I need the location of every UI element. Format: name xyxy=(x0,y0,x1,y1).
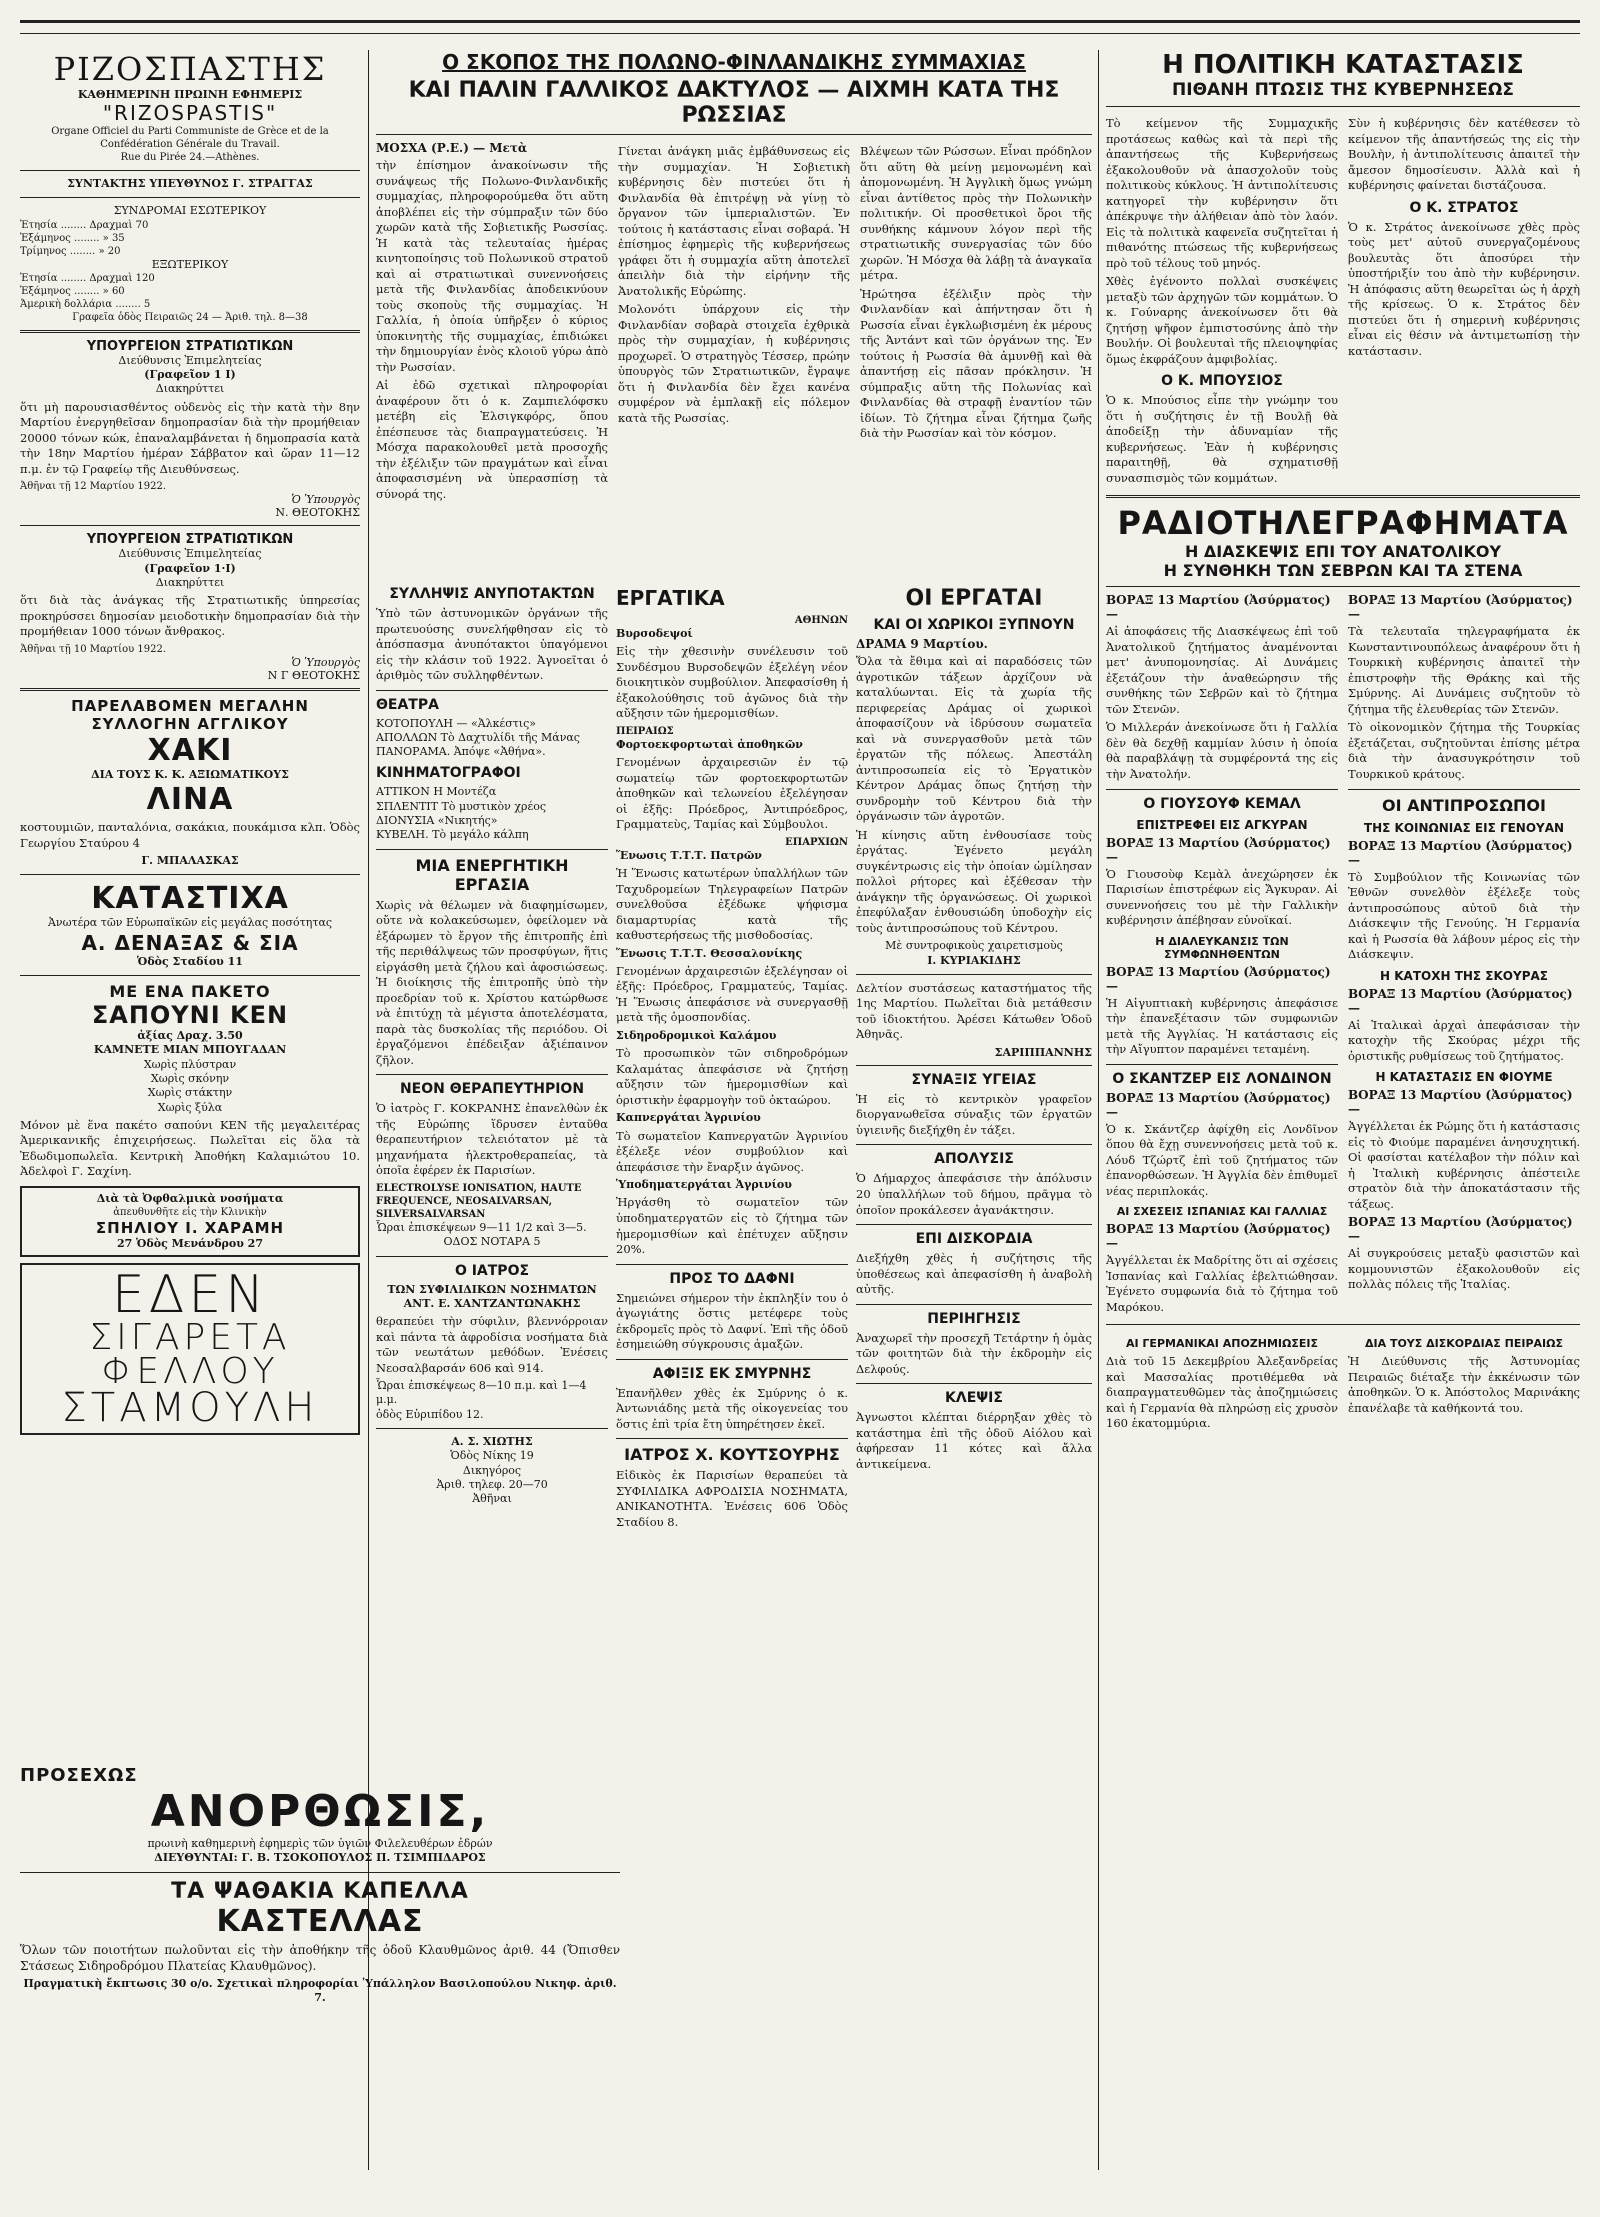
kemal-h2: Η ΔΙΑΛΕΥΚΑΝΣΙΣ ΤΩΝ ΣΥΜΦΩΝΗΘΕΝΤΩΝ xyxy=(1155,934,1289,961)
hiotis-addr: Ὁδὸς Νίκης 19 xyxy=(450,1449,534,1463)
soap-text: Μόνον μὲ ἕνα πακέτο σαπούνι ΚΕΝ τῆς μεγαλειτέρας Ἀμερικανικῆς ἐπιχειρήσεως. Πωλεῖται εἰς ὅλα τὰ Ἐδωδιμοπωλεῖα. Κεντρικὴ Ἀποθήκη Καλαμιώτου 10. Ἀδελφοὶ Γ. Σαχίνη. xyxy=(20,1117,360,1179)
skanter-h2: ΑΙ ΣΧΕΣΕΙΣ ΙΣΠΑΝΙΑΣ ΚΑΙ ΓΑΛΛΙΑΣ xyxy=(1116,1205,1328,1219)
article-col xyxy=(618,141,850,505)
smyrni-title: ΑΦΙΞΙΣ ΕΚ ΣΜΥΡΝΗΣ xyxy=(652,1365,812,1382)
theatre-item: ΚΟΤΟΠΟΥΛΗ — «Ἀλκέστις» xyxy=(376,716,537,730)
column-rule xyxy=(1098,50,1099,2170)
katastixa-addr: Ὁδὸς Σταδίου 11 xyxy=(137,954,243,968)
notice-date: Ἀθῆναι τῇ 12 Μαρτίου 1922. xyxy=(20,481,167,493)
ergatika-place: ΑΘΗΝΩΝ xyxy=(794,615,848,626)
ergatai-sign-title: Μὲ συντροφικοὺς χαιρετισμοὺς xyxy=(885,939,1063,953)
energetiki-title: ΜΙΑ ΕΝΕΡΓΗΤΙΚΗ ΕΡΓΑΣΙΑ xyxy=(415,855,569,894)
subs-line: Τρίμηνος ........ » 20 xyxy=(20,245,121,257)
politiki-sub: ΠΙΘΑΝΗ ΠΤΩΣΙΣ ΤΗΣ ΚΥΒΕΡΝΗΣΕΩΣ xyxy=(1172,80,1514,100)
subs-line: Ἑξάμηνος ........ » 60 xyxy=(20,285,125,297)
center-col-c xyxy=(856,580,1092,2177)
eden-line: ΦΕΛΛΟΥ xyxy=(101,1351,279,1393)
center-col-a xyxy=(376,580,608,1760)
radio-text: Τὸ οἰκονομικὸν ζήτημα τῆς Τουρκίας ἐξετάζεται, συζητοῦνται ἐπίσης μέτρα διὰ τὴν ἀνασυγκρότησιν τοῦ Τουρκικοῦ κράτους. xyxy=(1348,720,1580,781)
therapeftirion-methods: ELECTROLYSE IONISATION, HAUTE FREQUENCE, NEOSALVARSAN, SILVERSALVARSAN xyxy=(376,1182,582,1220)
article-text: Αἱ ἐδῶ σχετικαὶ πληροφορίαι ἀναφέρουν ὅτι ὁ κ. Ζαμπιελόφσκυ μετέβη εἰς Ἑλσιγκφόρς, ὅπου ἐπέσπευσε τὰς διαπραγματεύσεις. Ἡ Μόσχα παρακολουθεῖ μετὰ προσοχῆς τὴν ἐξέλιξιν τῶν πραγμάτων καὶ εἶναι ἀποφασισμένη νὰ ὑπερασπίσῃ τὰ σύνορά της. xyxy=(376,378,608,501)
radio-dateline: ΒΟΡΑΞ 13 Μαρτίου (Ἀσύρματος) — xyxy=(1106,593,1331,622)
soap-price: ἀξίας Δραχ. 3.50 xyxy=(137,1029,243,1043)
ergatika-place: ΕΠΑΡΧΙΩΝ xyxy=(785,836,848,848)
article-col xyxy=(860,141,1092,505)
lina-big: ΛΙΝΑ xyxy=(146,782,234,818)
radio-sub2: Η ΣΥΝΘΗΚΗ ΤΩΝ ΣΕΒΡΩΝ ΚΑΙ ΤΑ ΣΤΕΝΑ xyxy=(1163,561,1523,581)
kemal-sub: ΕΠΙΣΤΡΕΦΕΙ ΕΙΣ ΑΓΚΥΡΑΝ xyxy=(1136,817,1308,832)
skanter-dateline-2: ΒΟΡΑΞ 13 Μαρτίου (Ἀσύρματος) — xyxy=(1106,1222,1331,1251)
center-col-b xyxy=(616,580,848,2177)
masthead-name: ΡΙΖΟΣΠΑΣΤΗΣ xyxy=(53,50,327,88)
politiki-text: Χθὲς ἐγένοντο πολλαὶ συσκέψεις μεταξὺ τῶν ἀρχηγῶν τῶν κομμάτων. Ὁ κ. Γούναρης ἀνεκοίνωσεν ὅτι θὰ ζητήσῃ ψῆφον ἐμπιστοσύνης ἀπὸ τὴν Βουλήν. Οἱ βουλευταὶ τῆς πλειοψηφίας ὅμως ἐκφράζουν ἀμφιβολίας. xyxy=(1106,274,1338,366)
katastixa-ad xyxy=(20,881,360,969)
soap-line: Χωρὶς πλύστραν xyxy=(143,1057,237,1071)
article-text: Μολονότι ὑπάρχουν εἰς τὴν Φινλανδίαν σοβαρὰ στοιχεῖα ἐχθρικὰ πρὸς τὴν συμμαχίαν, ἡ κυβέρνησις προχωρεῖ. Ὁ στρατηγὸς Τέσσερ, πρώην ὑπουργὸς τῶν Στρατιωτικῶν, ἔγραψε ὅτι ἡ Φινλανδία δὲν ἔχει κανένα συμφέρον νὰ ἐμπλακῇ εἰς πόλεμον κατὰ τῆς Ρωσσίας. xyxy=(618,302,850,425)
radio-text: Αἱ ἀποφάσεις τῆς Διασκέψεως ἐπὶ τοῦ Ἀνατολικοῦ ζητήματος ἀναμένονται μετ' ἀνυπομονησίας. Αἱ Δυνάμεις ἐξετάζουν τὴν ἀναθεώρησιν τῆς συνθήκης τῶν Σεβρῶν καὶ τὸ ζήτημα τῶν Στενῶν. xyxy=(1106,624,1338,716)
cinema-item: ΚΥΒΕΛΗ. Τὸ μεγάλο κάλπη xyxy=(376,828,529,842)
subs-line: Ἀμερικὴ δολλάρια ........ 5 xyxy=(20,298,151,310)
clinic-top: Διὰ τὰ Ὀφθαλμικὰ νοσήματα xyxy=(96,1191,284,1205)
clinic-addr: 27 Ὁδὸς Μενάνδρου 27 xyxy=(117,1237,263,1251)
antiprosopoi-text: Τὸ Συμβούλιον τῆς Κοινωνίας τῶν Ἐθνῶν συνελθὸν ἐξέλεξε τοὺς ἀντιπροσώπους αὐτοῦ διὰ τὴν Διάσκεψιν τῆς Γενούης. Ἡ Γερμανία καὶ ἡ Ρωσσία θὰ λάβουν μέρος εἰς τὴν Διάσκεψιν. xyxy=(1348,869,1580,962)
hats-text: Ὅλων τῶν ποιοτήτων πωλοῦνται εἰς τὴν ἀποθήκην τῆς ὁδοῦ Κλαυθμῶνος ἀριθ. 44 (Ὄπισθεν Στάσεως Σιδηροδρόμου Πλατείας Κλαυθμῶνος). xyxy=(20,1942,620,1973)
mpousios-text: Ὁ κ. Μπούσιος εἶπε τὴν γνώμην του ὅτι ἡ συζήτησις ἐν τῇ Βουλῇ θὰ ἀποδείξῃ τὴν ἀδυναμίαν τῆς κυβερνήσεως. Ἐὰν ἡ κυβέρνησις παραιτηθῇ, θὰ σχηματισθῇ συνασπισμὸς τῶν κομμάτων. xyxy=(1106,393,1338,485)
fiume-dateline: ΒΟΡΑΞ 13 Μαρτίου (Ἀσύρματος) — xyxy=(1348,1088,1573,1117)
dafni-text: Σημειώνει σήμερον τὴν ἐκπληξίν του ὁ ἀγωγιάτης ὅστις μετέφερε τοὺς ἐκδρομεῖς πρὸς τὸ Δαφνί. Ἐπὶ τῆς ὁδοῦ ἐσημειώθη σύγκρουσις ἁμαξῶν. xyxy=(616,1290,848,1352)
fiume-text-2: Αἱ συγκρούσεις μεταξὺ φασιστῶν καὶ κομμουνιστῶν ἐξακολουθοῦν εἰς πολλὰς πόλεις τῆς Ἰταλίας. xyxy=(1348,1246,1580,1292)
notice-office: (Γραφεῖον 1 Ι) xyxy=(144,368,236,382)
small-notice-title: ΚΛΕΨΙΣ xyxy=(945,1390,1003,1407)
cinema-item: ΣΠΛΕΝΤΙΤ Τὸ μυστικὸν χρέος xyxy=(376,799,546,813)
center-article xyxy=(376,141,1092,505)
ergatika-section-title: Σιδηροδρομικοὶ Καλάμου xyxy=(616,1028,777,1042)
koutsouris-title: ΙΑΤΡΟΣ Χ. ΚΟΥΤΣΟΥΡΗΣ xyxy=(624,1445,840,1465)
therapeftirion-hours: Ὧραι ἐπισκέψεων 9—11 1/2 καὶ 3—5. xyxy=(376,1220,587,1234)
ergatai-text: Ἡ κίνησις αὕτη ἐνθουσίασε τοὺς ἐργάτας. Ἐγένετο μεγάλη συγκέντρωσις εἰς τὴν ὁποίαν ὡμίλησαν πολλοὶ ρήτορες καὶ ἐξέθεσαν τὴν ἀνάγκην τῆς ὀργανώσεως. Οἱ χωρικοὶ ἐπεφύλαξαν ἐνθουσιώδη ὑποδοχὴν εἰς τοὺς ἀντιπροσώπους τοῦ Κέντρου. xyxy=(856,827,1092,935)
ergatika-section-title: Βυρσοδεψοί xyxy=(616,627,693,640)
radio-col xyxy=(1106,593,1338,1318)
skanter-text-2: Ἀγγέλλεται ἐκ Μαδρίτης ὅτι αἱ σχέσεις Ἰσπανίας καὶ Γαλλίας ἐβελτιώθησαν. Ἐγένετο συμφωνία διὰ τὸ ζήτημα τοῦ Μαρόκου. xyxy=(1106,1253,1338,1314)
ergatika-section-text: Εἰς τὴν χθεσινὴν συνέλευσιν τοῦ Συνδέσμου Βυρσοδεψῶν ἐξελέγη νέον διοικητικὸν συμβούλιον. Ἀπεφασίσθη ἡ ἐξακολούθησις τοῦ ἀγῶνος διὰ τὴν αὔξησιν τῶν ἡμερομισθίων. xyxy=(616,644,848,721)
small-notice-text: Ἀγνωστοι κλέπται διέρρηξαν χθὲς τὸ κατάστημα ἐπὶ τῆς ὁδοῦ Αἰόλου καὶ ἀφήρεσαν 11 κότες καὶ ἄλλα ἀντικείμενα. xyxy=(856,1410,1092,1471)
masthead-organ: Organe Officiel du Parti Communiste de Grèce et de la Confédération Générale du Travail. xyxy=(51,126,329,150)
small-notice-title: ΣΥΝΑΞΙΣ ΥΓΕΙΑΣ xyxy=(911,1071,1037,1088)
soap-line: Χωρὶς σκόνην xyxy=(150,1071,230,1085)
prosexos: ΠΡΟΣΕΧΩΣ xyxy=(20,1765,138,1786)
small-notice-text: Διεξήχθη χθὲς ἡ συζήτησις τῆς ὑποθέσεως καὶ ἀπεφασίσθη ἡ ἀναβολὴ αὐτῆς. xyxy=(856,1251,1092,1297)
clinic-ad xyxy=(20,1186,360,1258)
bottom-notice-text: Ἡ Διεύθυνσις τῆς Ἀστυνομίας Πειραιῶς διέταξε τὴν ἐκκένωσιν τῶν ἀποθηκῶν. Ὁ κ. Ἀπόστολος Μαρινάκης ἐπανέλαβε τὰ καθήκοντά του. xyxy=(1348,1354,1580,1415)
ergatika-section-title: Ἕνωσις Τ.Τ.Τ. Θεσσαλονίκης xyxy=(616,946,803,960)
ergatika-place: ΠΕΙΡΑΙΩΣ xyxy=(616,725,674,737)
signature: ΣΑΡΙΠΠΑΝΝΗΣ xyxy=(994,1045,1092,1059)
kemal-text-2: Ἡ Αἰγυπτιακὴ κυβέρνησις ἀπεφάσισε τὴν ἐπανεξέτασιν τῶν συμφωνιῶν μετὰ τῆς Ἀγγλίας. Ἡ κατάστασις εἰς τὴν Αἴγυπτον παραμένει τεταμένη. xyxy=(1106,995,1338,1057)
politiki-col xyxy=(1348,113,1580,489)
small-notice-title: ΕΠΙ ΔΙΣΚΟΡΔΙΑ xyxy=(915,1231,1033,1248)
editor-line: ΣΥΝΤΑΚΤΗΣ ΥΠΕΥΘΥΝΟΣ Γ. ΣΤΡΑΓΓΑΣ xyxy=(67,177,313,190)
cinema-title: ΚΙΝΗΜΑΤΟΓΡΑΦΟΙ xyxy=(376,765,521,782)
bottom-notice xyxy=(1106,1331,1338,1435)
ergatika-section-title: Ἕνωσις Τ.Τ.Τ. Πατρῶν xyxy=(616,848,762,862)
soap-line: Χωρὶς ξύλα xyxy=(157,1100,223,1114)
ergatika-section-title: Φορτοεκφορτωταὶ ἀποθηκῶν xyxy=(616,737,803,751)
subs-title: ΣΥΝΔΡΟΜΑΙ ΕΣΩΤΕΡΙΚΟΥ xyxy=(113,204,267,218)
politiki-text: Σὺν ἡ κυβέρνησις δὲν κατέθεσεν τὸ κείμενον τῆς ἀπαντήσεώς της εἰς τὴν Βουλὴν, ἡ ἀντιπολίτευσις ἀπαιτεῖ τὴν ἄμεσον δημοσίευσιν. Ἀλλὰ καὶ ἡ κυβέρνησις φαίνεται διστάζουσα. xyxy=(1348,116,1580,193)
syllipsis-title: ΣΥΛΛΗΨΙΣ ΑΝΥΠΟΤΑΚΤΩΝ xyxy=(389,586,595,602)
notice-sign-title: Ὁ Ὑπουργὸς xyxy=(291,655,360,669)
bottom-notice xyxy=(1348,1331,1580,1435)
subs-line: Ἑξάμηνος ........ » 35 xyxy=(20,232,125,244)
subs-line: Ἐτησία ........ Δραχμαὶ 120 xyxy=(20,272,155,284)
ergatai-sub: ΚΑΙ ΟΙ ΧΩΡΙΚΟΙ ΞΥΠΝΟΥΝ xyxy=(873,617,1075,633)
katastixa-name: Α. ΔΕΝΑΞΑΣ & ΣΙΑ xyxy=(81,930,299,955)
hiotis-city: Ἀθῆναι xyxy=(472,1492,512,1506)
iatros-name: ΑΝΤ. Ε. ΧΑΝΤΖΑΝΤΩΝΑΚΗΣ xyxy=(403,1296,581,1310)
fiume-title: Η ΚΑΤΑΣΤΑΣΙΣ ΕΝ ΦΙΟΥΜΕ xyxy=(1375,1070,1553,1085)
politiki-col xyxy=(1106,113,1338,489)
masthead-latin: "RIZOSPASTIS" xyxy=(102,101,278,125)
small-notice-title: ΑΠΟΛΥΣΙΣ xyxy=(934,1151,1014,1168)
iatros-title: Ο ΙΑΤΡΟΣ xyxy=(454,1262,530,1279)
ergatika-title: ΕΡΓΑΤΙΚΑ xyxy=(616,586,725,610)
ergatai-text: Ὅλα τὰ ἔθιμα καὶ αἱ παραδόσεις τῶν ἀγροτικῶν τάξεων ἀρχίζουν νὰ καταλύωνται. Εἰς τὰ χωρία τῆς περιφερείας Δράμας οἱ χωρικοὶ ἀποφασίζουν νὰ ἱδρύσουν σωματεῖα καὶ νὰ συνεργασθοῦν μετὰ τῶν ἐργατῶν τῆς πόλεως. Ἀπεστάλη ἀντιπροσωπεία εἰς τὸ Ἐργατικὸν Κέντρον Δράμας ὅπως ζητήσῃ τὴν συνδρομὴν τοῦ Κέντρου διὰ τὴν ὀργάνωσιν τῶν ἀγροτῶν. xyxy=(856,654,1092,824)
masthead-subtitle: ΚΑΘΗΜΕΡΙΝΗ ΠΡΩΙΝΗ ΕΦΗΜΕΡΙΣ xyxy=(77,88,303,101)
notice-sign: Ν. ΘΕΟΤΟΚΗΣ xyxy=(275,506,360,520)
soap-line: Χωρὶς στάκτην xyxy=(147,1086,233,1100)
masthead-address: Rue du Pirée 24.—Athènes. xyxy=(120,152,260,163)
notice-title: ΥΠΟΥΡΓΕΙΟΝ ΣΤΡΑΤΙΩΤΙΚΩΝ xyxy=(86,338,294,354)
theatres-title: ΘΕΑΤΡΑ xyxy=(376,696,439,713)
kemal-dateline: ΒΟΡΑΞ 13 Μαρτίου (Ἀσύρματος) — xyxy=(1106,835,1331,864)
ergatai-title: ΟΙ ΕΡΓΑΤΑΙ xyxy=(905,586,1043,611)
clinic-sub: ἀπευθυνθῆτε εἰς τὴν Κλινικὴν xyxy=(113,1207,267,1219)
bottom-notice-title: ΑΙ ΓΕΡΜΑΝΙΚΑΙ ΑΠΟΖΗΜΙΩΣΕΙΣ xyxy=(1125,1337,1319,1351)
bottom-notice-title: ΔΙΑ ΤΟΥΣ ΔΙΣΚΟΡΔΙΑΣ ΠΕΙΡΑΙΩΣ xyxy=(1365,1337,1563,1351)
notice-sub: Διεύθυνσις Ἐπιμελητείας xyxy=(118,353,262,367)
subs-line: Ἐτησία ........ Δραχμαὶ 70 xyxy=(20,219,149,231)
notice-office: (Γραφεῖον 1·Ι) xyxy=(144,561,236,575)
skanter-dateline: ΒΟΡΑΞ 13 Μαρτίου (Ἀσύρματος) — xyxy=(1106,1090,1331,1119)
ergatika-section-text: Ἠργάσθη τὸ σωματεῖον τῶν ὑποδηματεργατῶν εἰς τὸ ζήτημα τῶν ἡμερομισθίων καὶ ἐπέτυχεν αὔξησιν 20%. xyxy=(616,1195,848,1257)
anorthosis-sub: πρωινὴ καθημερινὴ ἐφημερὶς τῶν ὑγιῶν Φιλελευθέρων ἐδρών xyxy=(147,1837,493,1850)
soap-big: ΣΑΠΟΥΝΙ ΚΕΝ xyxy=(91,1001,289,1030)
anorthosis: ΑΝΟΡΘΩΣΙΣ, xyxy=(150,1786,490,1837)
right-bottom-notices xyxy=(1106,1331,1580,1435)
soap-sub: ΚΑΜΝΕΤΕ ΜΙΑΝ ΜΠΟΥΓΑΔΑΝ xyxy=(93,1043,287,1057)
cinema-item: ΔΙΟΝΥΣΙΑ «Νικητής» xyxy=(376,814,498,828)
hiotis-role: Δικηγόρος xyxy=(462,1463,522,1477)
small-notice-text: Ἀναχωρεῖ τὴν προσεχῆ Τετάρτην ἡ ὁμὰς τῶν φοιτητῶν διὰ τὴν ἐκδρομὴν εἰς Δελφούς. xyxy=(856,1330,1092,1376)
hats-footer: Πραγματικὴ ἔκπτωσις 30 ο/ο. Σχετικαὶ πληροφορίαι Ὑπάλληλον Βασιλοπούλου Νικηφ. ἀριθ. 7. xyxy=(23,1976,617,2005)
ergatika-section-text: Ἡ Ἕνωσις κατωτέρων ὑπαλλήλων τῶν Ταχυδρομείων Τηλεγραφείων Πατρῶν συνελθοῦσα ἐξέδωκε ψήφισμα διαμαρτυρίας κατὰ τῆς καθυστερήσεως τῆς μισθοδοσίας. xyxy=(616,866,848,943)
notice-text: ὅτι μὴ παρουσιασθέντος οὐδενὸς εἰς τὴν κατὰ τὴν 8ην Μαρτίου ἐνεργηθεῖσαν δημοπρασίαν διὰ τὴν προμήθειαν 20000 τόνων κώκ, ἐπαναλαμβάνεται ἡ δημοπρασία κατὰ τὴν 18ην Μαρτίου ἡμέραν Σάββατον καὶ ὥραν 11—12 π.μ. ἐν τῷ Γραφείῳ τῆς Διευθύνσεως. xyxy=(20,399,360,476)
eden-line: ΣΤΑΜΟΥΛΗ xyxy=(61,1385,319,1432)
ergatika-section-text: Τὸ προσωπικὸν τῶν σιδηροδρόμων Καλαμάτας ἀπεφάσισε νὰ ζητήσῃ αὔξησιν τῶν ἡμερομισθίων καὶ ὁριστικὴν ἐφαρμογὴν τοῦ ὀκταώρου. xyxy=(616,1046,848,1107)
notice-sign-title: Ὁ Ὑπουργὸς xyxy=(291,493,360,507)
subs-abroad-title: ΕΞΩΤΕΡΙΚΟΥ xyxy=(151,257,229,271)
skoura-title: Η ΚΑΤΟΧΗ ΤΗΣ ΣΚΟΥΡΑΣ xyxy=(1380,968,1548,983)
iatros-hours: Ὧραι ἐπισκέψεως 8—10 π.μ. καὶ 1—4 μ.μ. xyxy=(376,1379,587,1407)
notice-1 xyxy=(20,339,360,519)
notice-sub: Διεύθυνσις Ἐπιμελητείας xyxy=(118,547,262,561)
katastixa-sub: Ἀνωτέρα τῶν Εὐρωπαϊκῶν εἰς μεγάλας ποσότητας xyxy=(47,916,333,930)
article-text: Βλέψεων τῶν Ρώσσων. Εἶναι πρόδηλον ὅτι αὕτη θὰ μείνῃ μεμονωμένη καὶ ἀπομονωμένη. Ἡ Ἀγγλικὴ ὅμως γνώμη εἶναι ἀντίθετος πρὸς τὴν Πολωνικὴν πολιτικήν. Οἱ προσθετικοὶ ὅροι τῆς συνθήκης κάμνουν λόγον περὶ τῆς στρατιωτικῆς συνεργασίας τῶν δύο χωρῶν. Ἡ Μόσχα θὰ λάβῃ τὰ ἀναγκαῖα μέτρα. xyxy=(860,144,1092,283)
small-notice-text: Δελτίον συστάσεως καταστήματος τῆς 1ης Μαρτίου. Πωλεῖται διὰ μετάθεσιν τοῦ ἰδιοκτήτου. Ἀρέσει Κάτωθεν Ὁδοῦ Ἀθηνᾶς. xyxy=(856,980,1092,1042)
fiume-dateline-2: ΒΟΡΑΞ 13 Μαρτίου (Ἀσύρματος) — xyxy=(1348,1215,1573,1244)
small-notice-text: Ἡ εἰς τὸ κεντρικὸν γραφεῖον διοργανωθεῖσα σύναξις τῶν ἐργατῶν ὑγιεινῆς διεξήχθη ἐν τάξει. xyxy=(856,1091,1092,1137)
center-headline: ΚΑΙ ΠΑΛΙΝ ΓΑΛΛΙΚΟΣ ΔΑΚΤΥΛΟΣ — ΑΙΧΜΗ ΚΑΤΑ ΤΗΣ ΡΩΣΣΙΑΣ xyxy=(408,78,1060,128)
lina-text: κοστουμιῶν, πανταλόνια, σακάκια, πουκάμισα κλπ. Ὁδὸς Γεωργίου Σταύρου 4 xyxy=(20,820,360,850)
article-text: τὴν ἐπίσημον ἀνακοίνωσιν τῆς συνάψεως τῆς Πολωνο-Φινλανδικῆς συμμαχίας, πληροφορούμεθα ὅτι αὕτη ἀποβλέπει εἰς τὴν σύμπραξιν τῶν δύο χωρῶν κατὰ τῆς Σοβιετικῆς Ρωσσίας. Ἡ κατὰ τὰς τελευταίας ἡμέρας κινητοποίησις τοῦ Πολωνικοῦ στρατοῦ καὶ αἱ στρατιωτικαὶ συνεννοήσεις μετὰ τῆς Φινλανδίας ἀποδεικνύουν τοὺς σκοποὺς τῆς συμμαχίας. Ἡ Γαλλία, ἡ ὁποία ὑπῆρξεν ὁ κύριος ὑποκινητὴς τῆς συμμαχίας, ἐπιδιώκει τὴν δημιουργίαν ἑνὸς κλοιοῦ γύρω ἀπὸ τὴν Ρωσσίαν. xyxy=(376,158,608,374)
kemal-dateline-2: ΒΟΡΑΞ 13 Μαρτίου (Ἀσύρματος) — xyxy=(1106,964,1331,993)
eden-line: ΕΔΕΝ xyxy=(111,1265,269,1326)
small-notice-title: ΠΕΡΙΗΓΗΣΙΣ xyxy=(927,1310,1021,1327)
center-banner: Ο ΣΚΟΠΟΣ ΤΗΣ ΠΟΛΩΝΟ-ΦΙΝΛΑΝΔΙΚΗΣ ΣΥΜΜΑΧΙΑΣ xyxy=(442,50,1026,74)
therapeftirion-text: Ὁ ἰατρὸς Γ. ΚΟΚΡΑΝΗΣ ἐπανελθὼν ἐκ τῆς Εὐρώπης ἵδρυσεν ἐνταῦθα θεραπευτήριον τελειότατον μὲ τὰ μηχανήματα ἠλεκτροθεραπείας, τὰ ὁποῖα ἐφέρεν ἐκ Παρισίων. xyxy=(376,1101,608,1178)
office-line: Γραφεῖα ὁδὸς Πειραιῶς 24 — Ἀριθ. τηλ. 8—38 xyxy=(72,311,308,323)
radio-body xyxy=(1106,593,1580,1318)
mpousios-title: Ο Κ. ΜΠΟΥΣΙΟΣ xyxy=(1161,373,1283,390)
radio-dateline: ΒΟΡΑΞ 13 Μαρτίου (Ἀσύρματος) — xyxy=(1348,593,1573,622)
antiprosopoi-sub: ΤΗΣ ΚΟΙΝΩΝΙΑΣ ΕΙΣ ΓΕΝΟΥΑΝ xyxy=(1363,820,1565,835)
top-border xyxy=(20,20,1580,34)
hats-title: ΤΑ ΨΑΘΑΚΙΑ ΚΑΠΕΛΛΑ xyxy=(171,1878,469,1904)
skoura-text: Αἱ Ἰταλικαὶ ἀρχαὶ ἀπεφάσισαν τὴν κατοχὴν τῆς Σκούρας μέχρι τῆς ὁριστικῆς ρυθμίσεως τοῦ ζητήματος. xyxy=(1348,1017,1580,1063)
ergatika-section-text: Γενομένων ἀρχαιρεσιῶν ἐν τῷ σωματείῳ τῶν φορτοεκφορτωτῶν ἀποθηκῶν καὶ τελωνείου ἐξελέγησαν οἱ ἑξῆς: Πρόεδρος, Ἀντιπρόεδρος, Γραμματεὺς, Ταμίας καὶ Σύμβουλοι. xyxy=(616,755,848,832)
kemal-text: Ὁ Γιουσοὺφ Κεμὰλ ἀνεχώρησεν ἐκ Παρισίων ἐπιστρέφων εἰς Ἄγκυραν. Αἱ συνεννοήσεις του μὲ τὴν Γαλλικὴν κυβέρνησιν ἀπέβησαν εὐνοϊκαί. xyxy=(1106,866,1338,928)
radio-text: Τὰ τελευταῖα τηλεγραφήματα ἐκ Κωνσταντινουπόλεως ἀναφέρουν ὅτι ἡ Τουρκικὴ κυβέρνησις ἀπαιτεῖ τὴν ἐπιστροφὴν τῆς Θράκης καὶ τῆς Σμύρνης. Αἱ Δυνάμεις συζητοῦν τὸ ζήτημα τῆς ἐλευθερίας τῶν Στενῶν. xyxy=(1348,624,1580,716)
ergatika-section-title: Καπνεργάται Ἀγρινίου xyxy=(616,1111,761,1125)
energetiki-text: Χωρὶς νὰ θέλωμεν νὰ διαφημίσωμεν, οὔτε νὰ κολακεύσωμεν, ὀφείλομεν νὰ ἐξάρωμεν τὸ ἔργον τῆς ἐπιτροπῆς ἐπὶ τῆς περιθάλψεως τῶν προσφύγων, ἥτις εἰργάσθη μετὰ ζήλου καὶ ἀφοσιώσεως. Ἡ διοίκησις τῆς ἐπιτροπῆς ὑπὸ τὴν προεδρίαν τοῦ κ. Χρίστου κατώρθωσε νὰ ἐπιτύχῃ τὰ μέγιστα ἀποτελέσματα, παρὰ τὰς δυσκολίας τῆς περιόδου. Οἱ ἐργαζόμενοι ἐπέδειξαν ἀξιέπαινον ζῆλον. xyxy=(376,897,608,1067)
article-dateline: ΜΟΣΧΑ (Ρ.Ε.) — Μετὰ xyxy=(376,141,528,155)
small-notice-text: Ὁ Δήμαρχος ἀπεφάσισε τὴν ἀπόλυσιν 20 ὑπαλλήλων τοῦ δήμου, πρᾶγμα τὸ ὁποῖον προκάλεσεν ἀγανάκτησιν. xyxy=(856,1171,1092,1217)
smyrni-text: Ἐπανῆλθεν χθὲς ἐκ Σμύρνης ὁ κ. Ἀντωνιάδης μετὰ τῆς οἰκογενείας του ὅστις ἐπὶ τρία ἔτη ὑπηρέτησεν ἐκεῖ. xyxy=(616,1385,848,1431)
politiki-text: Ὁ κ. Στράτος ἀνεκοίνωσε χθὲς πρὸς τοὺς μετ' αὐτοῦ συνεργαζομένους βουλευτὰς ὅτι ἀποσύρει τὴν ὑποστήριξίν του ἀπὸ τὴν κυβέρνησιν. Ἡ ἀπόφασις αὕτη θεωρεῖται ὡς ἡ ἀρχὴ τῆς κρίσεως. Ὁ κ. Στράτος δὲν πιστεύει ὅτι ἡ σημερινὴ κυβέρνησις εἶναι εἰς θέσιν νὰ ἀντιμετωπίσῃ τὴν κατάστασιν. xyxy=(1348,219,1580,358)
cinema-item: ΑΤΤΙΚΟΝ Η Μοντέζα xyxy=(376,785,497,799)
skoura-dateline: ΒΟΡΑΞ 13 Μαρτίου (Ἀσύρματος) — xyxy=(1348,986,1573,1015)
left-column xyxy=(20,50,360,1441)
radio-col xyxy=(1348,593,1580,1318)
notice-sign: Ν Γ ΘΕΟΤΟΚΗΣ xyxy=(267,668,360,682)
article-col xyxy=(376,141,608,505)
hiotis-name: Α. Σ. ΧΙΩΤΗΣ xyxy=(451,1435,533,1449)
radio-text: Ὁ Μιλλεράν ἀνεκοίνωσε ὅτι ἡ Γαλλία δὲν θὰ δεχθῇ καμμίαν λύσιν ἡ ὁποία θὰ παραβλάψῃ τὰ συμφέροντά της εἰς τὴν Ἀνατολήν. xyxy=(1106,720,1338,781)
notice-text: ὅτι διὰ τὰς ἀνάγκας τῆς Στρατιωτικῆς ὑπηρεσίας προκηρύσσει δημοσίαν μειοδοτικὴν δημοπρασίαν διὰ τὴν προμήθειαν 1000 τόνων ἄνθρακος. xyxy=(20,593,360,639)
notice-heading: Διακηρύττει xyxy=(155,382,225,396)
syllipsis-text: Ὑπὸ τῶν ἀστυνομικῶν ὀργάνων τῆς πρωτευούσης συνελήφθησαν εἰς τὸ ἀπόσπασμα ἀνυπότακτοι ὑπαγόμενοι εἰς τὴν κλάσιν τοῦ 1922. Ἀγνοεῖται ὁ ἀριθμὸς τῶν συλληφθέντων. xyxy=(376,606,608,683)
theatre-item: ΑΠΟΛΛΩΝ Τὸ Δαχτυλίδι τῆς Μάνας xyxy=(376,730,580,744)
khaki-sub: ΔΙΑ ΤΟΥΣ Κ. Κ. ΑΞΙΩΜΑΤΙΚΟΥΣ xyxy=(91,767,289,781)
ergatai-sign: Ι. ΚΥΡΙΑΚΙΔΗΣ xyxy=(927,953,1021,967)
notice-title: ΥΠΟΥΡΓΕΙΟΝ ΣΤΡΑΤΙΩΤΙΚΩΝ xyxy=(86,532,294,548)
stratos-title: Ο Κ. ΣΤΡΑΤΟΣ xyxy=(1409,199,1519,216)
newspaper-page xyxy=(20,20,1580,2177)
fiume-text: Ἀγγέλλεται ἐκ Ρώμης ὅτι ἡ κατάστασις εἰς τὸ Φιούμε παραμένει ἀνησυχητική. Οἱ φασίσται κατέλαβον τὴν πόλιν καὶ ἡ Ἰταλικὴ κυβέρνησις ἀπέστειλε στρατὸν διὰ τὴν ἀποκατάστασιν τῆς τάξεως. xyxy=(1348,1119,1580,1211)
hats-big: ΚΑΣΤΕΛΛΑΣ xyxy=(216,1903,424,1939)
politiki-body xyxy=(1106,113,1580,489)
article-text: Γίνεται ἀνάγκη μιᾶς ἐμβάθυνσεως εἰς τὴν συμμαχίαν. Ἡ Σοβιετικὴ κυβέρνησις δὲν πιστεύει ὅτι ἡ Φινλανδία θὰ ἐπιτρέψῃ νὰ γίνῃ τὸ ὄργανον τῶν ἰμπεριαλιστῶν. Ἐν τούτοις ἡ κατάστασις εἶναι σοβαρά. Ἡ ἐπίσημος ἐφημερὶς τῆς κυβερνήσεως γράφει ὅτι ἡ συμμαχία αὕτη ἀποτελεῖ ἀπειλὴν διὰ τὴν εἰρήνην τῆς Ἀνατολικῆς Εὐρώπης. xyxy=(618,144,850,298)
lina-name: Γ. ΜΠΑΛΑΣΚΑΣ xyxy=(141,854,239,868)
bottom-notice-text: Διὰ τοῦ 15 Δεκεμβρίου Ἀλεξανδρείας καὶ Μασσαλίας προτιθέμεθα νὰ διαπραγματευθῶμεν τὰς ἀποζημιώσεις καὶ ἡ Γερμανία θὰ πληρώσῃ εἰς χρυσὸν 160 ἑκατομμύρια. xyxy=(1106,1354,1338,1431)
eden-line: ΣΙΓΑΡΕΤΑ xyxy=(89,1316,291,1358)
politiki-text: Τὸ κείμενον τῆς Συμμαχικῆς προτάσεως καθὼς καὶ τὰ περὶ τῆς ἀπαντήσεως τῆς Κυβερνήσεως ἐξακολουθοῦν νὰ ἀπασχολοῦν τοὺς πολιτικοὺς κύκλους. Ἡ ἀντιπολίτευσις κατηγορεῖ τὴν κυβέρνησιν ὅτι ἀπέκρυψε τὴν ἀλήθειαν ἀπὸ τὸν λαόν. Εἰς τὰ πολιτικὰ καφενεῖα συζητεῖται ἡ πιθανότης πτώσεως τῆς κυβερνήσεως πρὸ τοῦ τέλους τοῦ μηνός. xyxy=(1106,116,1338,270)
skanter-text: Ὁ κ. Σκάντζερ ἀφίχθη εἰς Λονδῖνον ὅπου θὰ ἔχῃ συνεννοήσεις μετὰ τοῦ κ. Λόυδ Τζώρτζ ἐπὶ τοῦ ζητήματος τῶν ἐπανορθώσεων. Ἡ Ἀγγλία δὲν ἐπιθυμεῖ νέας περιπλοκάς. xyxy=(1106,1121,1338,1198)
soap-ad xyxy=(20,982,360,1180)
bottom-left-ads xyxy=(20,1765,620,2006)
skanter-title: Ο ΣΚΑΝΤΖΕΡ ΕΙΣ ΛΟΝΔΙΝΟΝ xyxy=(1112,1070,1332,1087)
iatros-text: θεραπεύει τὴν σύφιλιν, βλεννόρροιαν καὶ πάντα τὰ ἀφροδίσια νοσήματα διὰ τῶν νεωτάτων μεθόδων. Ἐνέσεις Νεοσαλβαρσάν 606 καὶ 914. xyxy=(376,1314,608,1375)
eden-ad xyxy=(20,1263,360,1435)
ergatai-dateline: ΔΡΑΜΑ 9 Μαρτίου. xyxy=(856,637,988,651)
right-column xyxy=(1106,50,1580,2177)
khaki-title: ΠΑΡΕΛΑΒΟΜΕΝ ΜΕΓΑΛΗΝ ΣΥΛΛΟΓΗΝ ΑΓΓΛΙΚΟΥ xyxy=(71,696,309,733)
iatros-sub: ΤΩΝ ΣΥΦΙΛΙΔΙΚΩΝ ΝΟΣΗΜΑΤΩΝ xyxy=(387,1282,597,1296)
ergatika-section-text: Τὸ σωματεῖον Καπνεργατῶν Ἀγρινίου ἐξέλεξε νέον συμβούλιον καὶ ἀπεφάσισε τὴν ἔναρξιν ἀγῶνος. xyxy=(616,1128,848,1174)
katastixa-big: ΚΑΤΑΣΤΙΧΑ xyxy=(91,881,289,917)
notice-date: Ἀθῆναι τῇ 10 Μαρτίου 1922. xyxy=(20,643,167,655)
therapeftirion-addr: ΟΔΟΣ ΝΟΤΑΡΑ 5 xyxy=(443,1235,541,1249)
ergatika-section-text: Γενομένων ἀρχαιρεσιῶν ἐξελέγησαν οἱ ἑξῆς: Πρόεδρος, Γραμματεύς, Ταμίας. Ἡ Ἕνωσις ἀπεφάσισε νὰ συνεργασθῇ μετὰ τῆς ὁμοσπονδίας. xyxy=(616,963,848,1025)
ergatika-section-title: Ὑποδηματεργάται Ἀγρινίου xyxy=(616,1178,792,1192)
hiotis-phone: Ἀριθ. τηλεφ. 20—70 xyxy=(436,1477,548,1491)
directors: ΔΙΕΥΘΥΝΤΑΙ: Γ. Β. ΤΣΟΚΟΠΟΥΛΟΣ Π. ΤΣΙΜΠΙΔΑΡΟΣ xyxy=(154,1851,486,1865)
koutsouris-text: Εἰδικὸς ἐκ Παρισίων θεραπεύει τὰ ΣΥΦΙΛΙΔΙΚΑ ΑΦΡΟΔΙΣΙΑ ΝΟΣΗΜΑΤΑ, ΑΝΙΚΑΝΟΤΗΤΑ. Ἐνέσεις 606 Ὁδὸς Σταδίου 8. xyxy=(616,1468,848,1529)
kemal-title: Ο ΓΙΟΥΣΟΥΦ ΚΕΜΑΛ xyxy=(1143,795,1301,812)
antiprosopoi-dateline: ΒΟΡΑΞ 13 Μαρτίου (Ἀσύρματος) — xyxy=(1348,838,1573,867)
radio-sub1: Η ΔΙΑΣΚΕΨΙΣ ΕΠΙ ΤΟΥ ΑΝΑΤΟΛΙΚΟΥ xyxy=(1184,542,1502,562)
clinic-name: ΣΠΗΛΙΟΥ Ι. ΧΑΡΑΜΗ xyxy=(95,1219,285,1238)
iatros-addr: ὁδὸς Εὐριπίδου 12. xyxy=(376,1407,484,1421)
soap-top: ΜΕ ΕΝΑ ΠΑΚΕΤΟ xyxy=(109,982,271,1002)
masthead xyxy=(20,50,360,164)
theatre-item: ΠΑΝΟΡΑΜΑ. Ἀπόψε «Ἀθήνα». xyxy=(376,745,546,759)
khaki-big: ΧΑΚΙ xyxy=(147,732,233,768)
article-text: Ἠρώτησα ἐξέλιξιν πρὸς τὴν Φινλανδίαν καὶ ἀπήντησαν ὅτι ἡ Ρωσσία εἶναι ἐγκλωβισμένη ἐκ μέρους τῆς Ἀντάντ καὶ τῶν ὀργάνων της. Ἐν τούτοις ἡ Ρωσσία θὰ ἀμυνθῇ καὶ θὰ ἀπαντήσῃ εἰς πᾶσαν πρόκλησιν. Ἡ σύμπραξις αὕτη τῆς Πολωνίας καὶ Φινλανδίας θὰ στραφῇ ἐναντίον τῶν ἰδίων. Τὸ ζήτημα εἶναι ζήτημα ζωῆς διὰ τὴν Ρωσσίαν καὶ τὸν κόσμον. xyxy=(860,286,1092,441)
politiki-title: Η ΠΟΛΙΤΙΚΗ ΚΑΤΑΣΤΑΣΙΣ xyxy=(1162,50,1524,80)
khaki-ad xyxy=(20,697,360,869)
antiprosopoi-title: ΟΙ ΑΝΤΙΠΡΟΣΩΠΟΙ xyxy=(1382,795,1546,815)
therapeftirion-title: ΝΕΟΝ ΘΕΡΑΠΕΥΤΗΡΙΟΝ xyxy=(399,1081,585,1098)
notice-heading: Διακηρύττει xyxy=(155,575,225,589)
radio-title: ΡΑΔΙΟΤΗΛΕΓΡΑΦΗΜΑΤΑ xyxy=(1117,504,1569,543)
center-lead xyxy=(376,50,1092,505)
dafni-title: ΠΡΟΣ ΤΟ ΔΑΦΝΙ xyxy=(669,1270,795,1287)
notice-2 xyxy=(20,532,360,681)
